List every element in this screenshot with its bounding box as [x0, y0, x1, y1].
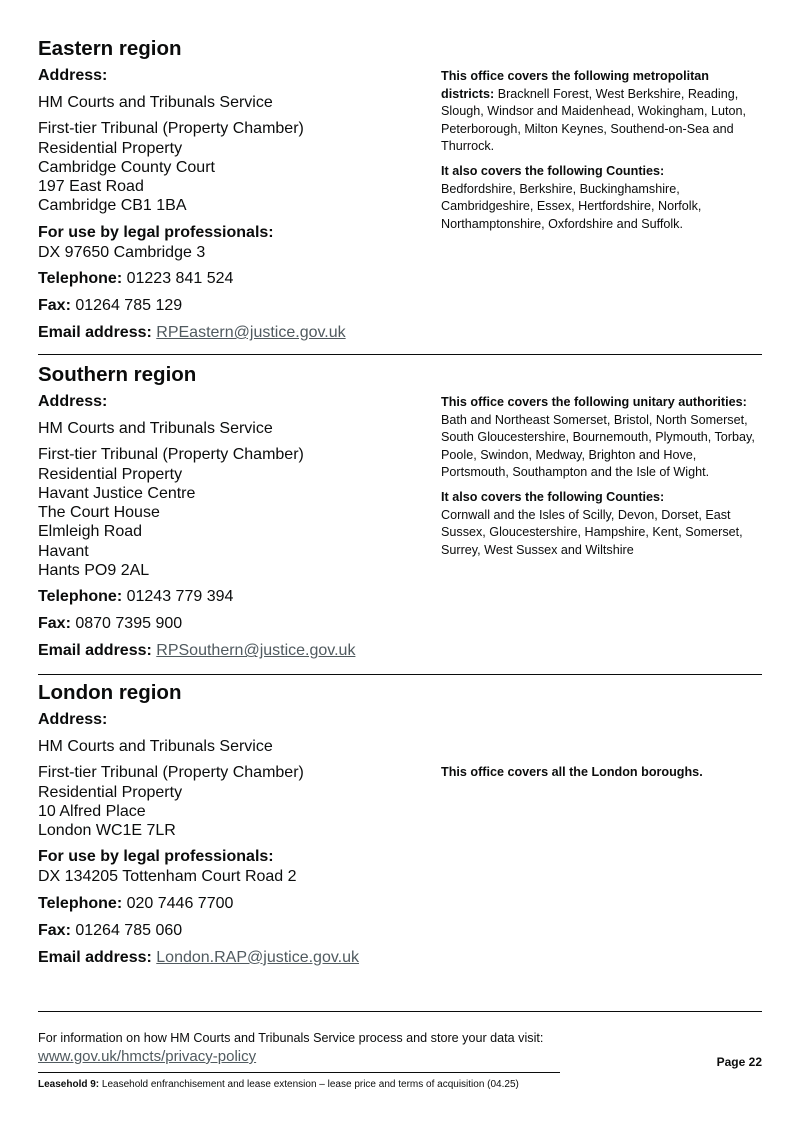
coverage-label: It also covers the following Counties:: [441, 163, 665, 178]
coverage-list: Bracknell Forest, West Berkshire, Reading, Slough, Windsor and Maidenhead, Wokingham, Luton, Peterborough, Milton Keynes, Southend-on-Sea and Thurrock.: [441, 86, 747, 154]
coverage-metropolitan: [441, 68, 762, 156]
form-code: Leasehold 9:: [38, 1079, 100, 1090]
footer-divider: [38, 1011, 762, 1012]
region-title: Eastern region: [38, 37, 182, 60]
form-reference: [38, 1079, 519, 1090]
telephone-row: [38, 587, 441, 607]
email-row: [38, 323, 441, 343]
email-row: [38, 641, 441, 661]
coverage-counties: [441, 163, 762, 233]
address-line: First-tier Tribunal (Property Chamber): [38, 446, 304, 464]
address-line: London WC1E 7LR: [38, 822, 176, 840]
email-label: Email address:: [38, 948, 152, 966]
email-link[interactable]: London.RAP@justice.gov.uk: [156, 948, 360, 966]
coverage-label: This office covers the following metropolitan districts:: [441, 69, 709, 101]
email-link[interactable]: RPSouthern@justice.gov.uk: [156, 642, 356, 660]
address-line: The Court House: [38, 504, 160, 522]
coverage-column: [441, 710, 762, 975]
coverage-label: It also covers the following Counties:: [441, 489, 665, 504]
email-link[interactable]: RPEastern@justice.gov.uk: [156, 324, 346, 342]
fax-label: Fax:: [38, 921, 71, 939]
email-label: Email address:: [38, 642, 152, 660]
service-name: HM Courts and Tribunals Service: [38, 420, 273, 437]
legal-label: For use by legal professionals:: [38, 848, 274, 866]
coverage-boroughs: [441, 764, 762, 782]
address-label: Address:: [38, 393, 108, 410]
postal-address: [38, 119, 441, 215]
coverage-list: Cornwall and the Isles of Scilly, Devon, Dorset, East Sussex, Gloucestershire, Hampshire, Kent, Somerset, Surrey, West Sussex and Wiltshire: [441, 507, 743, 557]
address-line: Cambridge CB1 1BA: [38, 197, 187, 215]
section-divider: [38, 354, 762, 355]
service-name: HM Courts and Tribunals Service: [38, 94, 273, 111]
fax-row: [38, 296, 441, 316]
email-row: [38, 948, 441, 968]
dx-number: DX 134205 Tottenham Court Road 2: [38, 868, 297, 886]
telephone-number: 01243 779 394: [126, 588, 234, 606]
address-column: [38, 710, 441, 975]
privacy-policy-link[interactable]: www.gov.uk/hmcts/privacy-policy: [38, 1048, 257, 1065]
address-line: First-tier Tribunal (Property Chamber): [38, 120, 304, 138]
coverage-list: Bath and Northeast Somerset, Bristol, North Somerset, South Gloucestershire, Bournemouth, Plymouth, Torbay, Poole, Swindon, Medway, Brighton and Hove, Portsmouth, Southampton and the Isle of Wight.: [441, 412, 755, 480]
region-title: Southern region: [38, 363, 197, 386]
southern-region-section: [38, 362, 762, 668]
address-line: Elmleigh Road: [38, 523, 143, 541]
legal-label: For use by legal professionals:: [38, 223, 274, 241]
section-divider: [38, 674, 762, 675]
legal-professionals: [38, 223, 441, 262]
privacy-info-text: For information on how HM Courts and Tribunals Service process and store your data visit:: [38, 1031, 544, 1045]
telephone-label: Telephone:: [38, 588, 123, 606]
page-number: Page 22: [716, 1055, 762, 1069]
coverage-label: This office covers all the London boroughs.: [441, 765, 703, 779]
fax-label: Fax:: [38, 297, 71, 315]
telephone-row: [38, 269, 441, 289]
coverage-label: This office covers the following unitary authorities:: [441, 395, 747, 409]
address-line: First-tier Tribunal (Property Chamber): [38, 764, 304, 782]
address-line: Hants PO9 2AL: [38, 562, 150, 580]
fax-label: Fax:: [38, 615, 71, 633]
fax-row: [38, 921, 441, 941]
address-line: Cambridge County Court: [38, 158, 215, 176]
address-line: Residential Property: [38, 783, 183, 801]
coverage-column: [441, 392, 762, 668]
address-line: 10 Alfred Place: [38, 802, 146, 820]
form-title: Leasehold enfranchisement and lease extension – lease price and terms of acquisition (04.25): [101, 1079, 519, 1090]
address-line: Residential Property: [38, 465, 183, 483]
coverage-unitary: [441, 394, 762, 482]
address-column: [38, 66, 441, 350]
address-label: Address:: [38, 67, 108, 84]
address-line: Havant Justice Centre: [38, 484, 196, 502]
dx-number: DX 97650 Cambridge 3: [38, 243, 206, 261]
legal-professionals: [38, 847, 441, 886]
telephone-row: [38, 894, 441, 914]
fax-number: 0870 7395 900: [75, 615, 183, 633]
london-region-section: [38, 680, 762, 975]
fax-number: 01264 785 060: [75, 921, 183, 939]
address-line: Havant: [38, 542, 89, 560]
coverage-column: [441, 66, 762, 350]
fax-number: 01264 785 129: [75, 297, 183, 315]
email-label: Email address:: [38, 324, 152, 342]
address-line: Residential Property: [38, 139, 183, 157]
postal-address: [38, 763, 441, 840]
page-footer: [38, 1030, 762, 1090]
region-title: London region: [38, 681, 182, 704]
eastern-region-section: [38, 36, 762, 350]
address-line: 197 East Road: [38, 178, 144, 196]
footer-rule: [38, 1072, 560, 1073]
fax-row: [38, 614, 441, 634]
service-name: HM Courts and Tribunals Service: [38, 738, 273, 755]
telephone-number: 01223 841 524: [126, 270, 234, 288]
address-column: [38, 392, 441, 668]
coverage-counties: [441, 489, 762, 559]
address-label: Address:: [38, 711, 108, 728]
coverage-list: Bedfordshire, Berkshire, Buckinghamshire, Cambridgeshire, Essex, Hertfordshire, Norfolk, Northamptonshire, Oxfordshire and Suffolk.: [441, 181, 702, 231]
telephone-label: Telephone:: [38, 270, 123, 288]
telephone-label: Telephone:: [38, 894, 123, 912]
postal-address: [38, 445, 441, 580]
telephone-number: 020 7446 7700: [126, 894, 234, 912]
